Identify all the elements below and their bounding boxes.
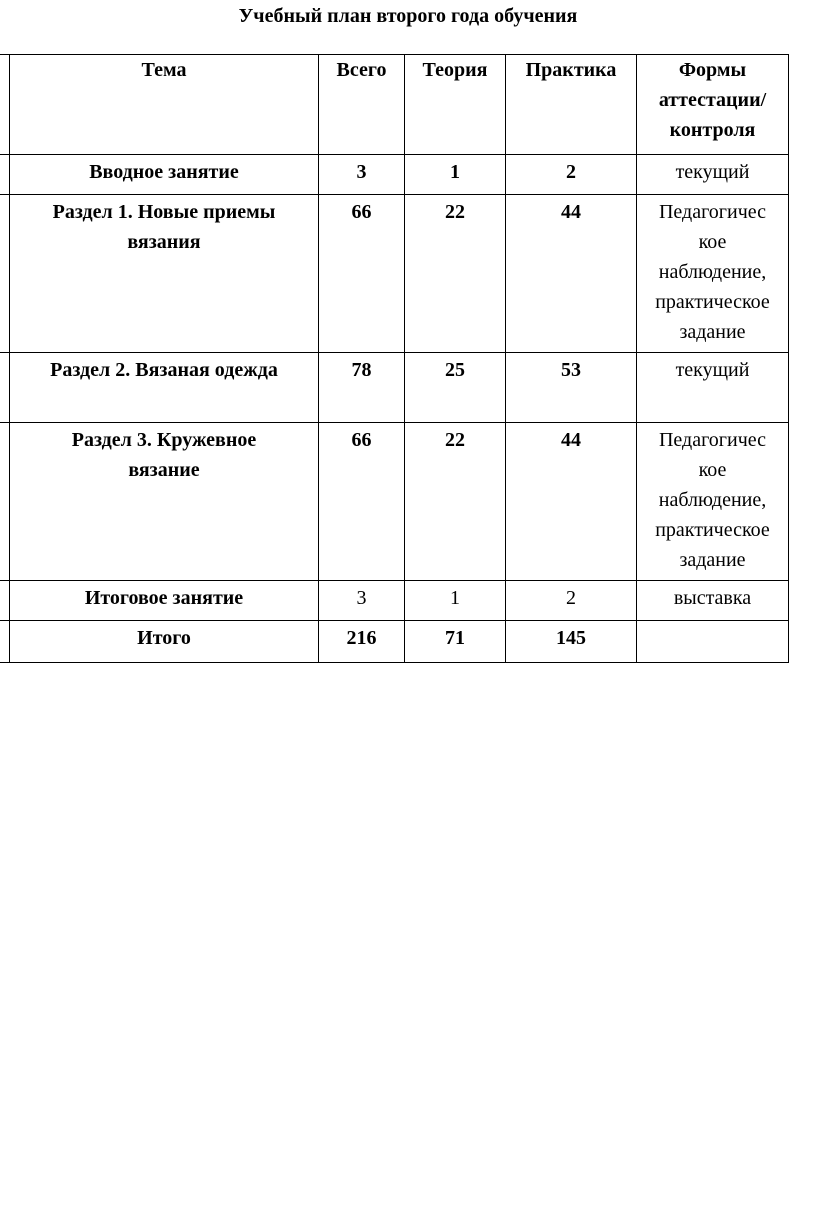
form-cell (637, 581, 789, 621)
form-line: задание (679, 321, 746, 343)
header-practice: Практика (506, 55, 637, 155)
total-cell (319, 155, 405, 195)
form-line: наблюдение, (658, 261, 767, 283)
header-total: Всего (319, 55, 405, 155)
topic-text: Вводное занятие (89, 161, 239, 183)
totals-label-cell (10, 621, 319, 663)
form-value: текущий (675, 359, 750, 381)
document-title: Учебный план второго года обучения (238, 5, 578, 27)
total-cell (319, 581, 405, 621)
form-value: текущий (675, 161, 750, 183)
total-cell (319, 195, 405, 353)
row-number-cell (0, 581, 10, 621)
theory-value: 1 (450, 587, 460, 609)
total-value: 66 (351, 429, 372, 451)
form-value: выставка (673, 587, 752, 609)
topic-cell (10, 581, 319, 621)
totals-practice-cell (506, 621, 637, 663)
row-number-cell (0, 423, 10, 581)
header-forms-line: контроля (669, 119, 756, 141)
totals-label: Итого (137, 627, 191, 649)
row-number-cell (0, 195, 10, 353)
practice-value: 44 (561, 429, 581, 451)
form-cell (637, 353, 789, 423)
form-line: наблюдение, (658, 489, 767, 511)
total-value: 3 (356, 587, 367, 609)
theory-cell (405, 353, 506, 423)
practice-cell (506, 423, 637, 581)
row-number-header (0, 55, 10, 155)
theory-value: 1 (450, 161, 460, 183)
total-value: 78 (351, 359, 372, 381)
total-cell (319, 353, 405, 423)
practice-cell (506, 155, 637, 195)
row-number-cell (0, 621, 10, 663)
header-topic: Тема (10, 55, 319, 155)
theory-cell (405, 155, 506, 195)
topic-cell (10, 195, 319, 353)
header-theory: Теория (405, 55, 506, 155)
form-line: практическое (655, 519, 770, 541)
practice-value: 44 (561, 201, 581, 223)
practice-cell (506, 195, 637, 353)
table-row (0, 155, 789, 195)
totals-form-cell (637, 621, 789, 663)
form-line: кое (698, 231, 727, 253)
totals-total-cell (319, 621, 405, 663)
header-forms-line: аттестации/ (658, 89, 767, 111)
table-row (0, 423, 789, 581)
theory-value: 22 (445, 429, 465, 451)
table-header-row (0, 55, 789, 155)
theory-value: 22 (445, 201, 465, 223)
practice-value: 53 (561, 359, 581, 381)
topic-cell (10, 155, 319, 195)
topic-cell (10, 353, 319, 423)
theory-value: 25 (445, 359, 465, 381)
topic-cell (10, 423, 319, 581)
table-row (0, 353, 789, 423)
practice-value: 2 (566, 161, 576, 183)
row-number-cell (0, 353, 10, 423)
form-line: практическое (655, 291, 770, 313)
row-number-cell (0, 155, 10, 195)
total-value: 3 (356, 161, 367, 183)
form-line: Педагогичес (658, 429, 767, 451)
theory-cell (405, 195, 506, 353)
topic-text: вязания (127, 231, 201, 253)
form-cell (637, 155, 789, 195)
practice-cell (506, 581, 637, 621)
topic-text: вязание (128, 459, 200, 481)
topic-text: Раздел 3. Кружевное (71, 429, 257, 451)
topic-text: Раздел 1. Новые приемы (52, 201, 276, 223)
form-line: кое (698, 459, 727, 481)
practice-value: 2 (566, 587, 576, 609)
totals-row (0, 621, 789, 663)
topic-text: Итоговое занятие (84, 587, 244, 609)
total-value: 66 (351, 201, 372, 223)
form-line: задание (679, 549, 746, 571)
table-row (0, 581, 789, 621)
totals-theory-value: 71 (445, 627, 465, 649)
total-cell (319, 423, 405, 581)
header-forms (637, 55, 789, 155)
topic-text: Раздел 2. Вязаная одежда (50, 359, 278, 381)
table-row (0, 195, 789, 353)
totals-total-value: 216 (346, 627, 377, 649)
practice-cell (506, 353, 637, 423)
form-cell (637, 423, 789, 581)
theory-cell (405, 581, 506, 621)
form-cell (637, 195, 789, 353)
totals-practice-value: 145 (556, 627, 586, 649)
header-forms-line: Формы (678, 59, 747, 81)
theory-cell (405, 423, 506, 581)
totals-theory-cell (405, 621, 506, 663)
form-line: Педагогичес (658, 201, 767, 223)
curriculum-table (0, 54, 789, 663)
